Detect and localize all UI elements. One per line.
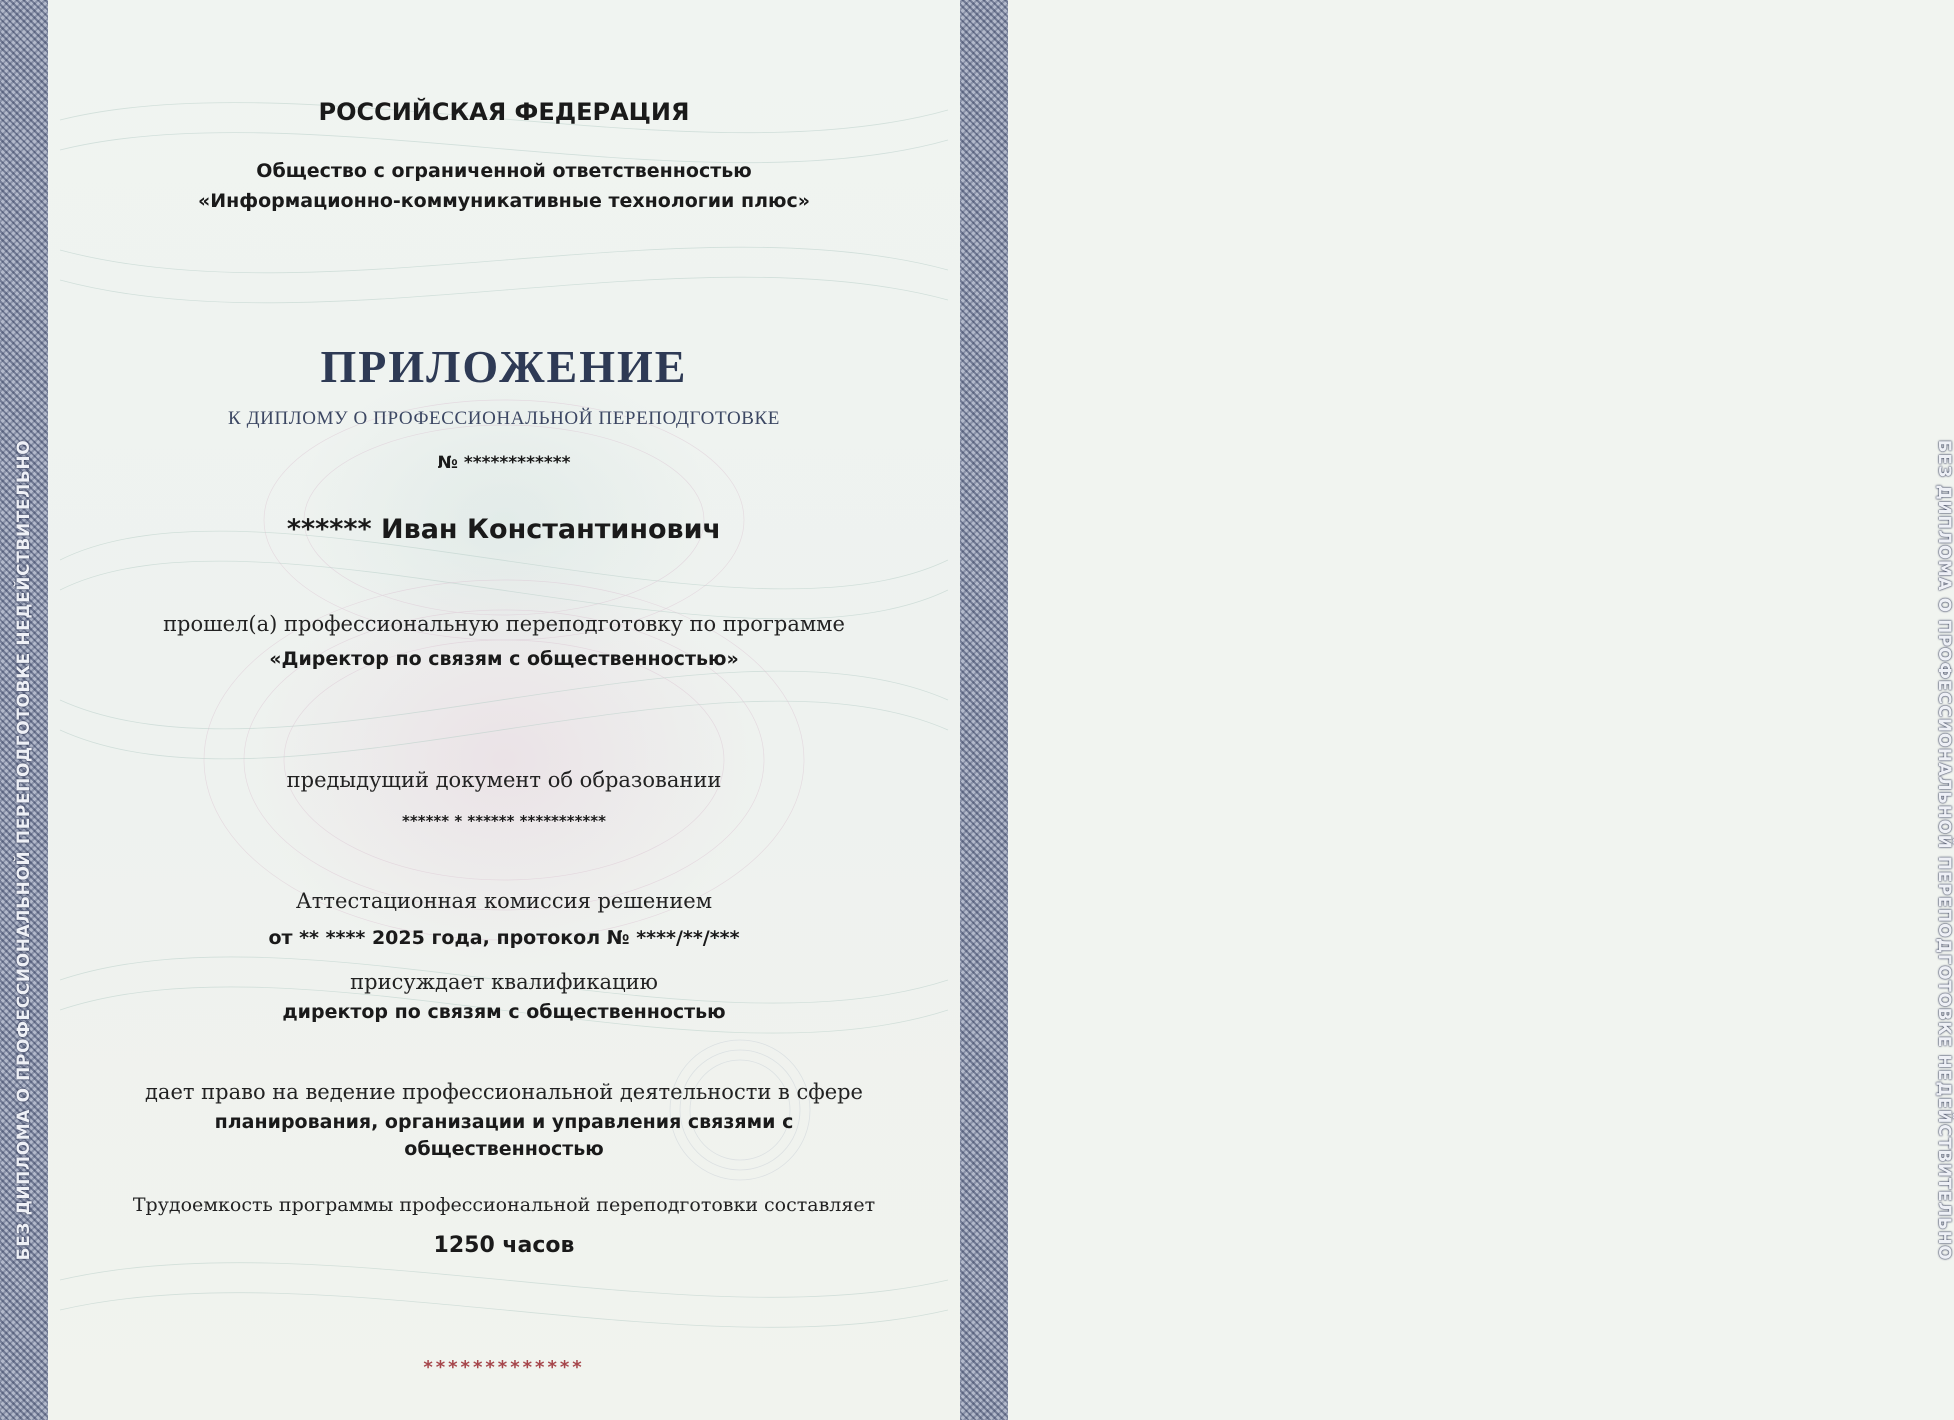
activity-sphere-line-2: общественностью	[404, 1138, 604, 1160]
hours-label: Трудоемкость программы профессиональной переподготовки составляет	[132, 1194, 876, 1216]
right-border-text: БЕЗ ДИПЛОМА О ПРОФЕССИОНАЛЬНОЙ ПЕРЕПОДГОТОВКЕ НЕДЕЙСТВИТЕЛЬНО	[1934, 439, 1954, 1261]
decision-details: от ** **** 2025 года, протокол № ****/**/***	[268, 927, 740, 949]
awards-label: присуждает квалификацию	[350, 970, 658, 994]
activity-right-label: дает право на ведение профессиональной деятельности в сфере	[145, 1080, 863, 1104]
recipient-name: ****** Иван Константинович	[286, 514, 722, 545]
document-subtitle: К ДИПЛОМУ О ПРОФЕССИОНАЛЬНОЙ ПЕРЕПОДГОТОВКЕ	[227, 408, 781, 429]
activity-sphere-line-1: планирования, организации и управления связями с	[214, 1111, 794, 1133]
previous-document-label: предыдущий документ об образовании	[286, 768, 722, 792]
qualification-value: директор по связям с общественностью	[282, 1001, 726, 1023]
commission-label: Аттестационная комиссия решением	[295, 889, 713, 913]
left-security-border	[0, 0, 48, 1420]
organization-line-1: Общество с ограниченной ответственностью	[256, 160, 752, 182]
previous-document-value: ****** * ****** ***********	[402, 812, 606, 830]
country-heading: РОССИЙСКАЯ ФЕДЕРАЦИЯ	[318, 98, 690, 126]
program-name: «Директор по связям с общественностью»	[269, 648, 739, 670]
hours-value: 1250 часов	[433, 1233, 575, 1258]
completed-label: прошел(а) профессиональную переподготовку по программе	[163, 612, 845, 636]
document-number: № ************	[437, 453, 571, 473]
organization-line-2: «Информационно-коммуникативные технологии плюс»	[197, 190, 811, 212]
document-title: ПРИЛОЖЕНИЕ	[320, 341, 688, 392]
left-border-text: БЕЗ ДИПЛОМА О ПРОФЕССИОНАЛЬНОЙ ПЕРЕПОДГОТОВКЕ НЕДЕЙСТВИТЕЛЬНО	[14, 439, 34, 1261]
serial-number: *************	[423, 1357, 585, 1378]
right-security-border	[960, 0, 1954, 1420]
